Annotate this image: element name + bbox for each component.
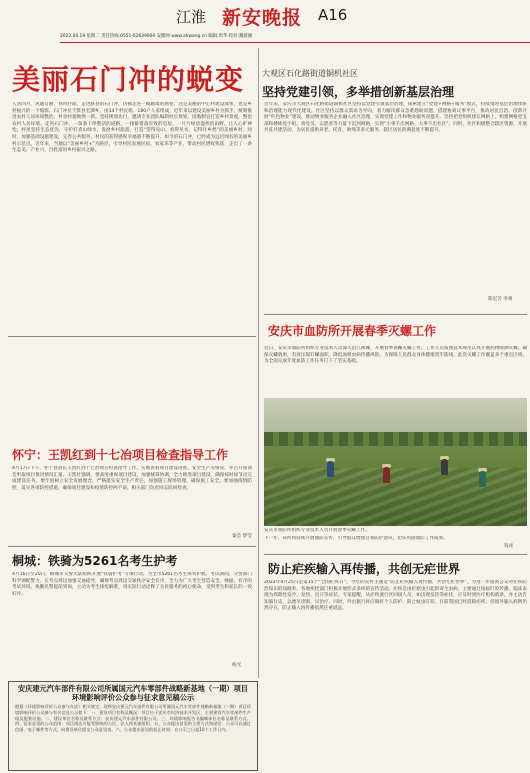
worker-figure — [479, 471, 486, 487]
masthead-rule — [60, 42, 530, 43]
malaria-headline: 防止疟疾输入再传播，共创无疟世界 — [268, 562, 461, 576]
inspection-headline: 怀宁：王凯红到十七冶项目检查指导工作 — [12, 448, 229, 462]
right-headline: 坚持党建引领，多举措创新基层治理 — [262, 85, 455, 99]
page-number: A16 — [318, 6, 348, 24]
section-divider — [8, 546, 256, 547]
column-divider — [258, 48, 259, 678]
exam-headline: 桐城：铁骑为5261名考生护考 — [12, 554, 178, 568]
hospital-body-2: 下一步，该所将持续开展血防宣传，引导群众增强自我防护意识，切实巩固血防工作成果。 — [264, 536, 448, 541]
lead-body: 人居四月，风暖日丽，春风扑面。走进黟县的石门冲，仿佛走进一幅画境的画卷。这是美丽的中心村建设成果，也是乡村振兴的一个缩影。石门冲位于黟县宏潭乡，由14个村民组、180户人家组成，近年来以建设美丽乡村为抓手，统筹推进农村人居环境整治，村容村貌焕然一新。坚持规划先行，邀请专业团队编制村庄规划，因地制宜打造乡村景观，整治农村人居环境。走进石门冲，一条条干净整洁的道路，一排排错落有致的房屋，一片片绿意盎然的田野，让人心旷神怡。村里坚持生态优先，守护好青山绿水，发展乡村旅游，打造“望得见山、看得见水、记得住乡愁”的美丽乡村。同时，加强基础设施建设，完善公共服务，村民的获得感和幸福感不断提升。如今的石门冲，已经成为远近闻名的美丽乡村示范点。近年来，当地以“美丽乡村+”为路径，引导村民发展民宿、农家乐等产业，带动村民增收致富，走出了一条生态美、产业兴、百姓富的乡村振兴之路。 — [12, 102, 252, 154]
worker-figure — [383, 467, 390, 483]
notice-title: 安庆建元汽车部件有限公司所属国元汽车零部件战略新基地（一期）项目环境影响评价公众参与征求意见稿公示 — [17, 684, 248, 702]
right-kicker: 大观区石化路街道铜机社区 — [262, 69, 358, 78]
inspection-byline: 秦芸 梦莹 — [232, 534, 252, 539]
right-byline: 陈尼芳 李爽 — [488, 297, 513, 302]
section-divider — [264, 554, 527, 555]
exam-byline: 杨光 — [232, 663, 242, 668]
malaria-body: 2022年4月25日是第15个“全国疟疾日”，今年的宣传主题是“防止疟疾输入再传播，共创无疟世界”。为进一步提高公众对疟疾防治知识的知晓率，各地疾控部门积极开展形式多样的宣传活动。疟疾是由疟原虫引起的寄生虫病，主要通过按蚊叮咬传播，临床表现为周期性发冷、发热、出汗等症状。专家提醒，从疟疾流行区回国人员，如出现发热等症状，应及时到医疗机构就诊，并主动告知旅行史，以便早诊断、早治疗。同时，外出旅行时应做好个人防护，防止蚊虫叮咬。目前我国已经消除疟疾，但境外输入病例仍然存在，防止输入再传播依然任重道远。 — [264, 580, 527, 612]
notice-body: 根据《环境影响评价公众参与办法》相关规定，现将安庆建元汽车部件有限公司所属国元汽车零部件战略新基地（一期）项目环境影响评价公众参与有关信息公示如下：一、建设项目名称及概况：项目位于安庆市经济技术开发区，主要建设汽车零部件生产线及配套设施。二、建设单位名称及联系方式：安庆建元汽车部件有限公司。三、环境影响报告书编制单位名称及联系方式。四、征求意见的公众范围：项目周边可能受影响的公民、法人和其他组织。五、公众提出意见的主要方式和途径：公众可以通过信函、电子邮件等方式，向建设单位提交公众意见表。六、公众提出意见的起止时间：自公示之日起10个工作日内。 — [15, 704, 251, 733]
right-body: 近年来，安庆市大观区石化路街道铜机社区坚持以党建引领基层治理，探索建立“党建+网格+服务”模式，持续推进基层治理体系和治理能力现代化建设。社区坚持以群众需求为导向，着力解决群众急难愁盼问题，搭建协商议事平台，推动居民自治。创新开展“红色物业”建设，推动物业服务企业融入社区治理，实现党建工作和物业服务双提升。坚持把党组织建在网格上，组建网格党支部和楼栋党小组，将党员、志愿者等力量下沉到网格，实现“小事不出网格、大事不出社区”。同时，社区积极整合辖区资源，开展共驻共建活动，为居民提供养老、托育、助残等多元服务，辖区居民的满意度不断提升。 — [264, 102, 527, 134]
region-label: 江淮 — [176, 8, 207, 26]
public-notice-box — [8, 681, 258, 771]
inspection-body: 4月17日下午，怀宁县县长王凯红到十七冶项目检查指导工作，实地查看项目建设进度、安全生产等情况，并召开座谈会听取项目推进情况汇报。王凯红强调，要高度重视项目建设，加强统筹协调，全力推进项目建设，确保按时间节点完成建设任务。要牢固树立安全发展理念，严格落实安全生产责任，加强施工现场管理，确保施工安全。要加强疫情防控，落实各项防控措施，确保项目建设和疫情防控两不误。相关部门负责同志陪同检查。 — [12, 466, 252, 491]
photo-caption: 安庆市血防所组织专业技术人员开展春季灭螺工作。 — [264, 528, 370, 533]
hospital-byline: 钱亮 — [504, 544, 514, 549]
section-divider — [264, 314, 527, 315]
paper-logo: 新安晚报 — [222, 7, 303, 29]
info-bar: 2022.04.19 星期二 责任热线:0551-62639900 安徽网 www.ahwang.cn 编辑:周华 校对:魏建刚 — [60, 34, 253, 39]
lead-headline: 美丽石门冲的蜕变 — [12, 63, 245, 96]
field-photo — [264, 398, 527, 526]
hospital-body: 近日，安庆市血防所组织专业技术人员深入沿江洲滩，开展春季查螺灭螺工作。工作人员按照技术规范认真开展药物喷洒灭螺，确保灭螺效果，有效压缩钉螺面积，降低血吸虫病传播风险，为保障人民群众身体健康筑牢防线。此次灭螺工作覆盖多个重点区域，为全面完成年度血防工作任务打下了坚实基础。 — [264, 346, 527, 365]
masthead — [0, 0, 530, 32]
section-divider — [8, 336, 256, 337]
exam-body: 4月16日至20日，桐城市交警大队组织开展“铁骑护考”专项行动，为全市5261名考生保驾护航。考试期间，交警部门科学调配警力，在考点周边加强交通疏导，确保考点周边交通秩序安全有序，全力为广大考生营造安全、畅通、有序的考试环境。执勤民警提前到岗，主动为考生排忧解难，用实际行动诠释了为民服务的初心使命，受到考生和家长的一致好评。 — [12, 572, 252, 597]
worker-figure — [441, 459, 448, 475]
photo-rows — [264, 468, 527, 526]
worker-figure — [327, 461, 334, 477]
hospital-headline: 安庆市血防所开展春季灭螺工作 — [268, 324, 437, 338]
